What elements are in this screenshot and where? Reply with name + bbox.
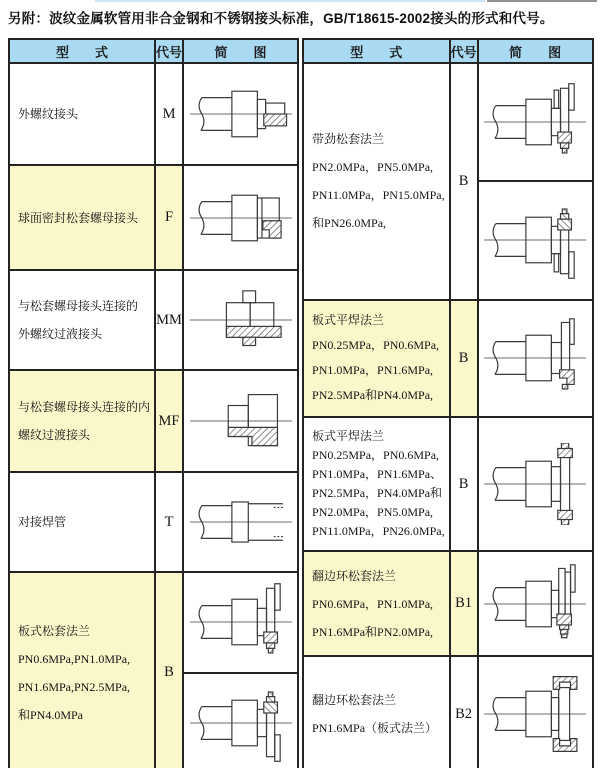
table-row [9, 165, 298, 270]
type-text-line: PN2.5MPa和PN4.0MPa, [312, 388, 434, 403]
type-cell [9, 572, 155, 768]
table-row [9, 270, 298, 370]
type-text-line: 螺纹过渡接头 [18, 428, 91, 442]
type-cell [303, 300, 450, 417]
header-cell-code: 代号 [450, 39, 478, 63]
table-row [303, 417, 593, 551]
table-row [9, 63, 298, 165]
caption: 另附：波纹金属软管用非合金钢和不锈钢接头标准，GB/T18615-2002接头的形式和代号。 [8, 11, 554, 26]
butt-weld-diagram-icon [184, 473, 297, 571]
weld-plate-flange-diagram-icon [479, 301, 592, 416]
type-text-line: 带劲松套法兰 [312, 132, 385, 147]
type-text-line: PN2.5MPa，PN4.0MPa和 [312, 486, 443, 501]
flange-up-diagram-icon [184, 573, 297, 672]
table-row [303, 300, 593, 417]
type-text-line: PN0.25MPa，PN0.6MPa, [312, 338, 440, 353]
type-cell [303, 417, 450, 551]
table-row [9, 472, 298, 572]
diagram-cell [478, 656, 593, 768]
code-cell: B [450, 63, 478, 300]
type-cell [9, 472, 155, 572]
header-cell-type: 型 式 [9, 39, 155, 63]
type-text-line: 外螺纹接头 [18, 107, 79, 121]
table-row [9, 370, 298, 472]
type-text-line: 与松套螺母接头连接的内 [18, 400, 151, 414]
table-row [303, 551, 593, 655]
type-cell [9, 63, 155, 165]
code-cell: B [155, 572, 183, 768]
type-text-line: 板式平焊法兰 [312, 429, 385, 444]
type-text-line: 外螺纹过液接头 [18, 327, 103, 341]
type-cell [303, 656, 450, 768]
code-cell: M [155, 63, 183, 165]
collar-flange-diagram-icon [479, 657, 592, 768]
header-cell-diagram: 简 图 [183, 39, 298, 63]
header-cell-diagram: 简 图 [478, 39, 593, 63]
neck-flange-up-diagram-icon [479, 64, 592, 180]
male-thread-diagram-icon [184, 64, 297, 164]
plate-flange-double-diagram-icon [479, 418, 592, 550]
type-text-line: 和PN4.0MPa [18, 707, 84, 722]
table-row [9, 572, 298, 768]
type-cell [303, 551, 450, 655]
type-cell [9, 165, 155, 270]
type-text-line: 板式平焊法兰 [312, 313, 385, 328]
code-cell: B [450, 300, 478, 417]
diagram-cell [183, 472, 298, 572]
type-text-line: PN1.6MPa,PN2.5MPa, [18, 679, 131, 694]
fittings-table-right [302, 38, 594, 768]
diagram-cell [478, 300, 593, 417]
code-cell: F [155, 165, 183, 270]
type-text-line: 和PN26.0MPa, [312, 216, 387, 231]
header-cell-code: 代号 [155, 39, 183, 63]
neck-flange-down-diagram-icon [479, 180, 592, 298]
code-cell: B2 [450, 656, 478, 768]
table-row [303, 63, 593, 300]
fittings-table-left [8, 38, 299, 768]
type-cell [303, 63, 450, 300]
diagram-cell [478, 63, 593, 300]
header-row [303, 39, 593, 63]
type-text-line: PN1.6MPa和PN2.0MPa, [312, 624, 434, 639]
code-cell: B [450, 417, 478, 551]
type-text-line: 与松套螺母接头连接的 [18, 299, 139, 313]
code-cell: MM [155, 270, 183, 370]
type-text-line: 球面密封松套螺母接头 [18, 210, 139, 225]
lap-flange-diagram-icon [479, 552, 592, 654]
type-text-line: PN1.0MPa，PN1.6MPa、 [312, 467, 443, 482]
type-text-line: 板式松套法兰 [18, 623, 91, 638]
diagram-cell [183, 370, 298, 472]
type-text-line: 对接焊管 [18, 515, 67, 529]
type-cell [9, 370, 155, 472]
diagram-cell [183, 572, 298, 768]
fittings-tables [8, 38, 594, 768]
header-cell-type: 型 式 [303, 39, 450, 63]
type-text-line: PN11.0MPa，PN15.0MPa, [312, 188, 445, 203]
hex-nipple-diagram-icon [184, 271, 297, 369]
type-text-line: PN0.25MPa，PN0.6MPa, [312, 448, 440, 463]
type-text-line: PN1.6MPa（板式法兰） [312, 721, 438, 736]
type-text-line: 翻边环松套法兰 [312, 568, 397, 583]
code-cell: MF [155, 370, 183, 472]
diagram-cell [183, 270, 298, 370]
type-text-line: 翻边环松套法兰 [312, 693, 397, 708]
code-cell: B1 [450, 551, 478, 655]
type-text-line: PN1.0MPa，PN1.6MPa, [312, 363, 434, 378]
type-text-line: PN2.0MPa，PN5.0MPa, [312, 160, 434, 175]
type-cell [9, 270, 155, 370]
type-text-line: PN0.6MPa，PN1.0MPa, [312, 596, 434, 611]
flange-down-diagram-icon [184, 672, 297, 768]
type-text-line: PN2.0MPa，PN5.0MPa, [312, 505, 434, 520]
scan-artifact-line-dark [487, 0, 597, 2]
union-nut-diagram-icon [184, 166, 297, 269]
code-cell: T [155, 472, 183, 572]
reducer-nipple-diagram-icon [184, 371, 297, 471]
scan-artifact-line [95, 0, 485, 2]
diagram-cell [478, 417, 593, 551]
diagram-cell [478, 551, 593, 655]
type-text-line: PN0.6MPa,PN1.0MPa, [18, 651, 131, 666]
diagram-cell [183, 165, 298, 270]
header-row [9, 39, 298, 63]
table-row [303, 656, 593, 768]
type-text-line: PN11.0MPa，PN26.0MPa, [312, 524, 445, 539]
diagram-cell [183, 63, 298, 165]
